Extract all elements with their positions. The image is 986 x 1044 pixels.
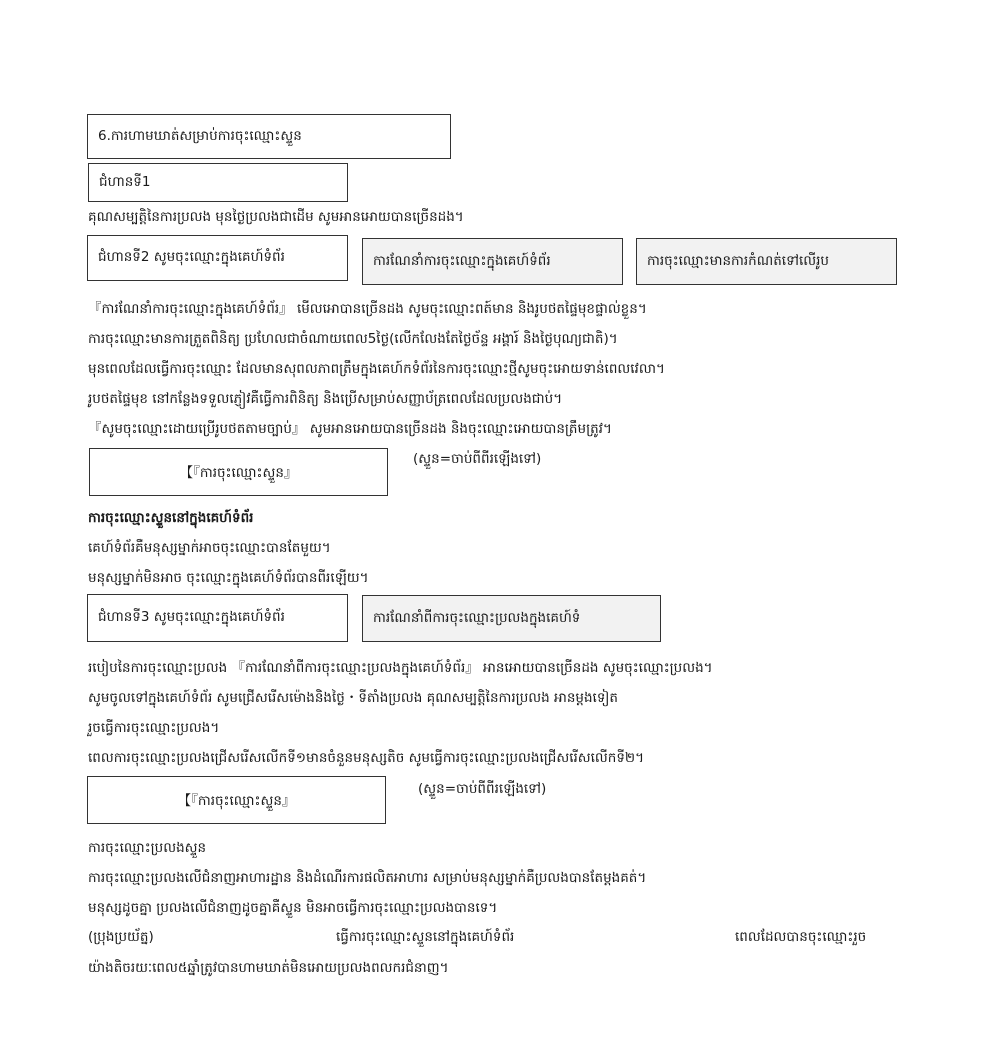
step3-line-1: របៀបនៃការចុះឈ្មោះប្រលង 『ការណែនាំពីការចុះឈ្មោះប្រលងក្នុងគេហ៍ទំព័រ』 អានអោយបានច្រើនដង សូមចុះឈ្មោះប្រលង។ — [88, 660, 713, 676]
duplicate-definition-note-2: (ស្ទួន=ចាប់ពីពីរឡើងទៅ) — [418, 781, 547, 797]
duplicate-exam-last-line: យ៉ាងតិចរយៈពេល៥ឆ្នាំត្រូវបានហាមឃាត់មិនអោយប្រលងពលករជំនាញ។ — [88, 960, 449, 976]
duplicate-exam-line-1: ការចុះឈ្មោះប្រលងលើជំនាញអាហារដ្ឋាន និងដំណើរការផលិតអាហារ សម្រាប់មនុស្សម្នាក់គឺប្រលងបានតែម្តងគត់។ — [88, 870, 647, 886]
caution-middle-text: ធ្វើការចុះឈ្មោះស្ទួននៅក្នុងគេហ៍ទំព័រ — [336, 929, 515, 945]
photo-requirements-button[interactable] — [636, 238, 897, 285]
photo-requirements-label: ការចុះឈ្មោះមានការកំណត់ទៅលើរូប — [647, 252, 829, 269]
exam-registration-guide-button[interactable] — [362, 595, 661, 642]
step2-line-5: 『សូមចុះឈ្មោះដោយប្រើរូបថតតាមច្បាប់』 សូមអានអោយបានច្រើនដង និងចុះឈ្មោះអោយបានត្រឹមត្រូវ។ — [88, 421, 612, 437]
duplicate-registration-link-2: 【『ការចុះឈ្មោះស្ទួន』 — [177, 792, 296, 809]
step1-text: គុណសម្បត្តិនៃការប្រលង មុនថ្ងៃប្រលងជាដើម សូមអានអោយបានច្រើនដង។ — [88, 209, 464, 225]
duplicate-exam-line-2: មនុស្សដូចគ្នា ប្រលងលើជំនាញដូចគ្នាគឺស្ទួន មិនអាចធ្វើការចុះឈ្មោះប្រលងបានទេ។ — [88, 900, 498, 916]
duplicate-web-heading: ការចុះឈ្មោះស្ទួននៅក្នុងគេហ៍ទំព័រ — [88, 510, 254, 526]
web-registration-guide-button[interactable] — [362, 238, 623, 285]
step2-label-box — [87, 235, 348, 281]
duplicate-web-line-1: គេហ៍ទំព័រគឺមនុស្សម្នាក់អាចចុះឈ្មោះបានតែមួយ។ — [88, 540, 331, 556]
step1-label-box — [88, 163, 348, 202]
duplicate-registration-link-box-2[interactable] — [87, 776, 386, 824]
section-title-box — [87, 114, 451, 159]
web-registration-guide-label: ការណែនាំការចុះឈ្មោះក្នុងគេហ៍ទំព័រ — [373, 252, 551, 269]
step2-line-4: រូបថតផ្ទៃមុខ នៅកន្លែងទទួលភ្ញៀវគឺធ្វើការពិនិត្យ និងប្រើសម្រាប់សញ្ញាប័ត្រពេលដែលប្រលងជាប់។ — [88, 391, 563, 407]
caution-label: (ប្រុងប្រយ័ត្ន) — [88, 929, 154, 945]
step3-line-3: រួចធ្វើការចុះឈ្មោះប្រលង។ — [88, 720, 220, 736]
step2-label: ជំហានទី2 សូមចុះឈ្មោះក្នុងគេហ៍ទំព័រ — [98, 249, 285, 265]
duplicate-exam-heading: ការចុះឈ្មោះប្រលងស្ទួន — [88, 840, 207, 856]
step2-line-2: ការចុះឈ្មោះមានការត្រួតពិនិត្យ ប្រហែលជាចំណាយពេល5ថ្ងៃ(លើកលែងតែថ្ងៃច័ន្ទ អង្គារ៍ និងថ្ងៃបុណ្យជាតិ)។ — [88, 331, 618, 347]
step3-line-4: ពេលការចុះឈ្មោះប្រលងជ្រើសរើសលើកទី១មានចំនួនមនុស្សតិច សូមធ្វើការចុះឈ្មោះប្រលងជ្រើសរើសលើកទី២។ — [88, 750, 645, 766]
duplicate-registration-link-1: 【『ការចុះឈ្មោះស្ទួន』 — [179, 464, 298, 481]
duplicate-registration-link-box-1[interactable] — [89, 448, 388, 496]
step3-line-2: សូមចូលទៅក្នុងគេហ៍ទំព័រ សូមជ្រើសរើសម៉ោងនិងថ្ងៃ・ទីតាំងប្រលង គុណសម្បត្តិនៃការប្រលង អានម្តងទៀត — [88, 690, 618, 706]
step3-label: ជំហានទី3 សូមចុះឈ្មោះក្នុងគេហ៍ទំព័រ — [98, 609, 285, 625]
step3-label-box — [87, 594, 348, 642]
duplicate-definition-note-1: (ស្ទួន=ចាប់ពីពីរឡើងទៅ) — [413, 451, 542, 467]
duplicate-web-line-2: មនុស្សម្នាក់មិនអាច ចុះឈ្មោះក្នុងគេហ៍ទំព័របានពីរឡើយ។ — [88, 570, 369, 586]
exam-registration-guide-label: ការណែនាំពីការចុះឈ្មោះប្រលងក្នុងគេហ៍ទំ — [373, 609, 581, 626]
step1-label: ជំហានទី1 — [99, 173, 151, 190]
section-title: 6.ការហាមឃាត់សម្រាប់ការចុះឈ្មោះស្ទួន — [98, 127, 302, 144]
caution-right-text: ពេលដែលបានចុះឈ្មោះរួច — [735, 929, 867, 945]
step2-line-3: មុនពេលដែលធ្វើការចុះឈ្មោះ ដែលមានសុពលភាពត្រឹមក្នុងគេហ៍កទំព័រនៃការចុះឈ្មោះថ្មីសូមចុះអោយទាន់ពេលវេលា។ — [88, 361, 665, 377]
step2-line-1: 『ការណែនាំការចុះឈ្មោះក្នុងគេហ៍ទំព័រ』 មើលអោបានច្រើនដង សូមចុះឈ្មោះពត៍មាន និងរូបថតផ្ទៃមុខផ្ទាល់ខ្លួន។ — [88, 301, 647, 317]
